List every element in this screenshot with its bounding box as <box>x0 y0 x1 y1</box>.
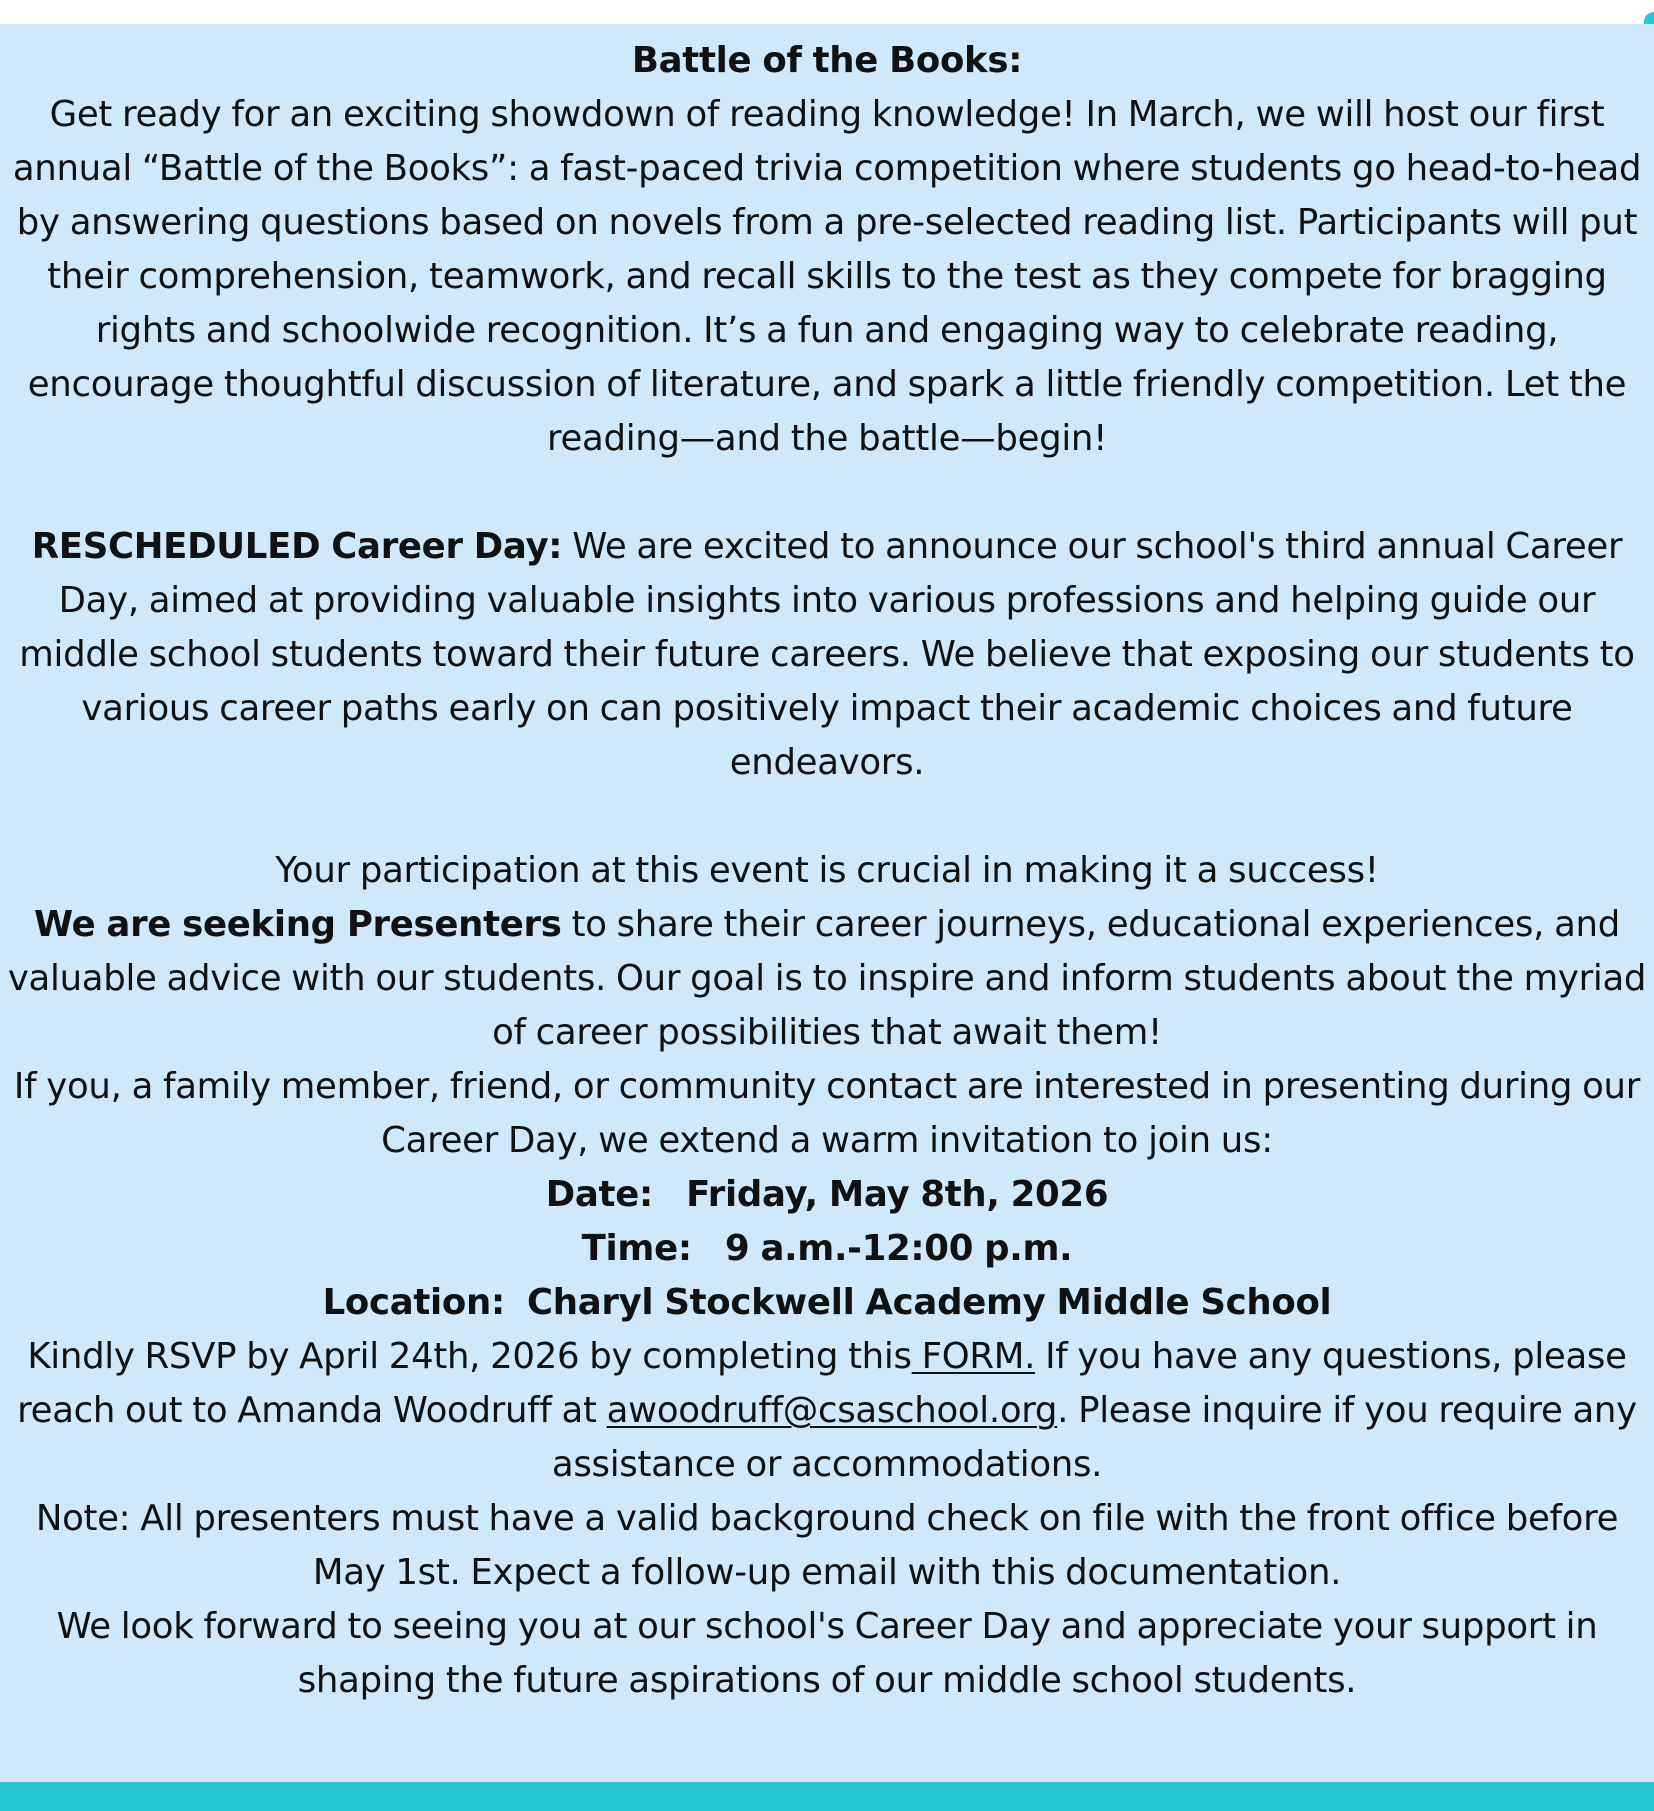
background-check-note: Note: All presenters must have a valid background check on file with the front office before May 1st. Expect a follow-up email with this documentation. <box>35 1498 1619 1593</box>
battle-body: Get ready for an exciting showdown of reading knowledge! In March, we will host our first annual “Battle of the Books”: a fast-paced trivia competition where students go head-to-head by answering questions based on novels from a pre-selected reading list. Participants will put their comprehension, teamwork, and recall skills to the test as they compete for bragging rights and schoolwide recognition. It’s a fun and engaging way to celebrate reading, encourage thoughtful discussion of literature, and spark a little friendly competition. Let the reading—and the battle—begin! <box>12 94 1642 459</box>
rsvp-questions-text: If you have any questions, please reach out to Amanda Woodruff at <box>17 1336 1627 1431</box>
event-location-value: Charyl Stockwell Academy Middle School <box>527 1282 1332 1323</box>
spacer <box>0 466 1654 520</box>
closing-text: We look forward to seeing you at our school's Career Day and appreciate your support in shaping the future aspirations of our middle school students. <box>56 1606 1598 1701</box>
rsvp-text: Kindly RSVP by April 24th, 2026 by completing this <box>27 1336 912 1377</box>
seeking-presenters <box>0 898 1654 1060</box>
event-date <box>0 1168 1654 1222</box>
event-date-label: Date: <box>545 1174 653 1215</box>
event-location-label: Location: <box>322 1282 505 1323</box>
rsvp-assistance-text: . Please inquire if you require any assistance or accommodations. <box>551 1390 1637 1485</box>
event-time-value: 9 a.m.-12:00 p.m. <box>724 1228 1073 1269</box>
announcement-content <box>0 34 1654 1708</box>
rsvp-paragraph <box>0 1330 1654 1492</box>
rsvp-form-link[interactable]: FORM. <box>911 1336 1036 1377</box>
battle-title: Battle of the Books: <box>631 40 1023 81</box>
participation-line: Your participation at this event is crucial in making it a success! <box>275 850 1379 891</box>
seeking-presenters-bold: We are seeking Presenters <box>34 904 562 945</box>
contact-email-link[interactable]: awoodruff@csaschool.org <box>606 1390 1058 1431</box>
event-date-value: Friday, May 8th, 2026 <box>686 1174 1109 1215</box>
career-day-heading: RESCHEDULED Career Day: <box>31 526 563 567</box>
bottom-accent-band <box>0 1782 1654 1811</box>
event-location <box>0 1276 1654 1330</box>
career-day-intro <box>0 520 1654 790</box>
seeking-presenters-text: to share their career journeys, educational experiences, and valuable advice with our students. Our goal is to inspire and inform students about the myriad of career possibilities that await them! <box>7 904 1647 1053</box>
event-time <box>0 1222 1654 1276</box>
event-time-label: Time: <box>581 1228 692 1269</box>
invitation-text: If you, a family member, friend, or community contact are interested in presenting during our Career Day, we extend a warm invitation to join us: <box>13 1066 1641 1161</box>
spacer <box>0 790 1654 844</box>
career-day-text: We are excited to announce our school's third annual Career Day, aimed at providing valuable insights into various professions and helping guide our middle school students toward their future careers. We believe that exposing our students to various career paths early on can positively impact their academic choices and future endeavors. <box>19 526 1635 783</box>
